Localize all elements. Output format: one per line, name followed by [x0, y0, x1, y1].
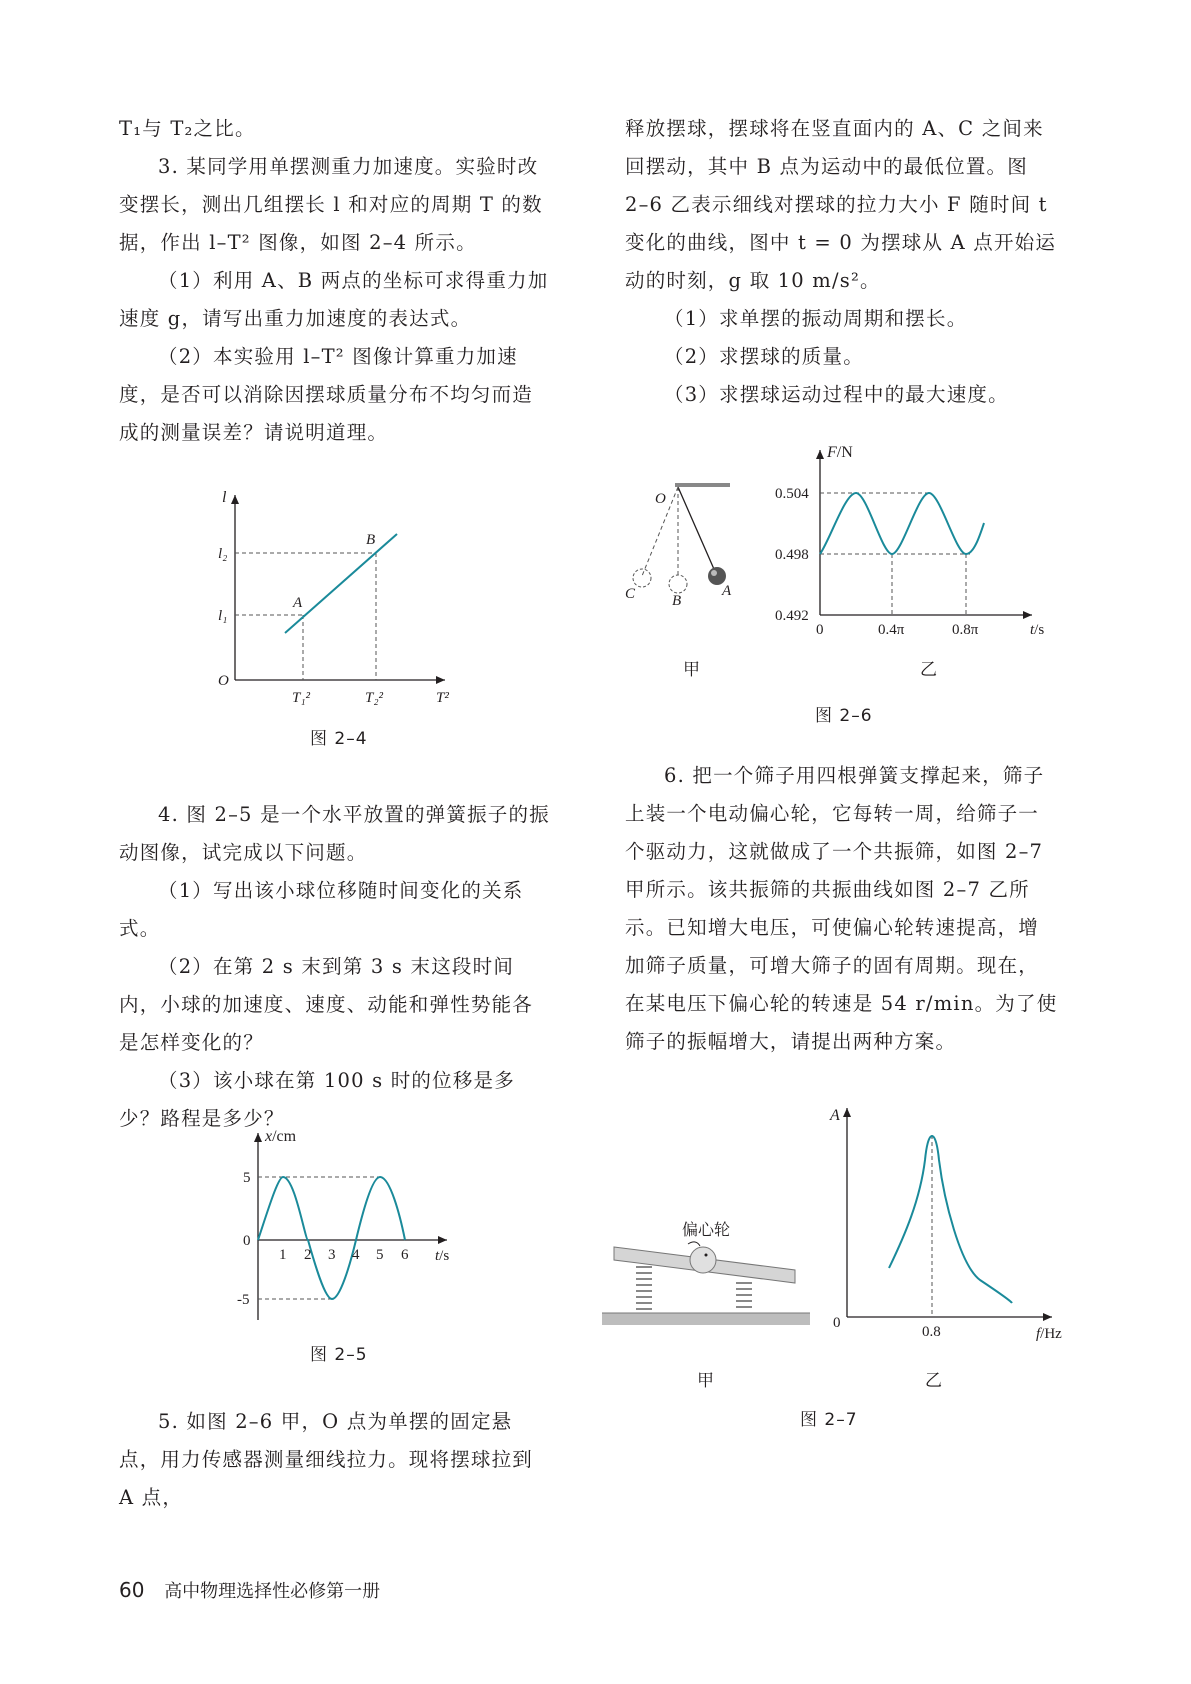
q3-part2: （2）本实验用 l–T² 图像计算重力加速度，是否可以消除因摆球质量分布不均匀而造成的测量误差？请说明道理。 — [119, 345, 534, 444]
book-title: 高中物理选择性必修第一册 — [164, 1581, 381, 1602]
y-tick: 0.492 — [775, 608, 809, 624]
page-footer — [119, 1577, 380, 1603]
left-column — [119, 110, 553, 452]
q4-part2: （2）在第 2 s 末到第 3 s 末这段时间内，小球的加速度、速度、动能和弹性势能各是怎样变化的？ — [119, 955, 534, 1054]
x-axis-label: f/Hz — [1036, 1326, 1062, 1342]
x-tick: 5 — [376, 1247, 384, 1263]
displacement-curve — [258, 1177, 405, 1299]
ball-c — [633, 569, 651, 587]
q2-tail: T₁与 T₂之比。 — [119, 117, 256, 140]
left-column-q5 — [119, 1403, 553, 1517]
x-tick: 2 — [304, 1247, 312, 1263]
x-axis-label: t/s — [435, 1248, 450, 1264]
q6-text: 6. 把一个筛子用四根弹簧支撑起来，筛子上装一个电动偏心轮，它每转一周，给筛子一个驱动力，这就做成了一个共振筛，如图 2–7 甲所示。该共振筛的共振曲线如图 2–7 乙所示。已知增大电压，可使偏心轮转速提高，增加筛子质量，可增大筛子的固有周期。现在，在某电压下偏心轮的转速是 54 r/min。为了使筛子的振幅增大，请提出两种方案。 — [625, 764, 1058, 1053]
fig27-caption: 图 2–7 — [800, 1410, 858, 1430]
origin: 0 — [243, 1233, 251, 1249]
q5-part1: （1）求单摆的振动周期和摆长。 — [664, 307, 968, 330]
x-tick: 0 — [816, 622, 824, 638]
fig25-caption: 图 2–5 — [310, 1345, 368, 1365]
q4-stem: 4. 图 2–5 是一个水平放置的弹簧振子的振动图像，试完成以下问题。 — [119, 803, 550, 864]
q5-continued: 释放摆球，摆球将在竖直面内的 A、C 之间来回摆动，其中 B 点为运动中的最低位置。图 2–6 乙表示细线对摆球的拉力大小 F 随时间 t 变化的曲线，图中 t = 0 为摆球从 A 点开始运动的时刻，g 取 10 m/s²。 — [625, 117, 1057, 292]
y-tick: 0.498 — [775, 547, 809, 563]
line-fit — [285, 534, 397, 633]
q5-start: 5. 如图 2–6 甲，O 点为单摆的固定悬点，用力传感器测量细线拉力。现将摆球拉到 A 点， — [119, 1410, 534, 1509]
eccentric-wheel — [690, 1247, 716, 1273]
fig26-caption: 图 2–6 — [815, 706, 873, 726]
figure-2-7-sieve — [600, 1215, 815, 1335]
q5-part3: （3）求摆球运动过程中的最大速度。 — [664, 383, 1009, 406]
point-a: A — [722, 583, 732, 599]
origin-label: O — [218, 673, 229, 689]
right-column-q6 — [625, 757, 1059, 1061]
fig24-caption: 图 2–4 — [310, 729, 368, 749]
y-axis-label: x/cm — [265, 1128, 297, 1145]
x-axis-label: T² — [436, 690, 449, 706]
fig27-right-label: 乙 — [925, 1371, 943, 1391]
x-axis-label: t/s — [1030, 622, 1045, 638]
wheel-label: 偏心轮 — [682, 1220, 731, 1239]
point-c: C — [625, 586, 636, 602]
fig26-left-label: 甲 — [683, 660, 701, 680]
q3-stem: 3. 某同学用单摆测重力加速度。实验时改变摆长，测出几组摆长 l 和对应的周期 T 的数据，作出 l–T² 图像，如图 2–4 所示。 — [119, 155, 543, 254]
fig27-left-label: 甲 — [697, 1371, 715, 1391]
point-b: B — [366, 532, 376, 548]
x-tick: 3 — [328, 1247, 336, 1263]
y-axis-label: l — [222, 489, 227, 506]
q3-part1: （1）利用 A、B 两点的坐标可求得重力加速度 g，请写出重力加速度的表达式。 — [119, 269, 549, 330]
page-number: 60 — [119, 1578, 145, 1602]
q4-part3: （3）该小球在第 100 s 时的位移是多少？路程是多少？ — [119, 1069, 515, 1130]
tick-t2: T₂² — [365, 690, 384, 706]
left-column-q4 — [119, 796, 553, 1138]
y-tick: 0.504 — [775, 486, 809, 502]
x-tick: 6 — [401, 1247, 409, 1263]
x-tick: 1 — [279, 1247, 287, 1263]
figure-2-7-chart — [820, 1100, 1080, 1350]
x-tick: 0.8 — [922, 1324, 941, 1340]
tick-l1: l₁ — [218, 608, 228, 624]
q5-part2: （2）求摆球的质量。 — [664, 345, 864, 368]
x-tick: 4 — [352, 1247, 360, 1263]
y-max: 5 — [243, 1170, 251, 1186]
q4-part1: （1）写出该小球位移随时间变化的关系式。 — [119, 879, 524, 940]
resonance-curve — [889, 1136, 1012, 1303]
figure-2-4 — [200, 480, 470, 710]
y-axis-label: F/N — [827, 444, 853, 461]
point-b: B — [672, 593, 682, 609]
x-tick: 0.8π — [952, 622, 979, 638]
origin: 0 — [833, 1315, 841, 1331]
right-column — [625, 110, 1059, 414]
fig26-right-label: 乙 — [920, 660, 938, 680]
figure-2-5 — [235, 1125, 465, 1325]
force-curve — [820, 493, 984, 554]
y-axis-label: A — [830, 1107, 840, 1124]
tick-l2: l₂ — [218, 546, 228, 562]
point-o: O — [655, 491, 666, 507]
x-tick: 0.4π — [878, 622, 905, 638]
y-min: -5 — [237, 1292, 250, 1308]
figure-2-6-pendulum — [620, 478, 740, 618]
point-a: A — [293, 595, 303, 611]
tick-t1: T₁² — [292, 690, 311, 706]
figure-2-6-chart — [770, 440, 1060, 640]
ball-b — [669, 575, 687, 593]
